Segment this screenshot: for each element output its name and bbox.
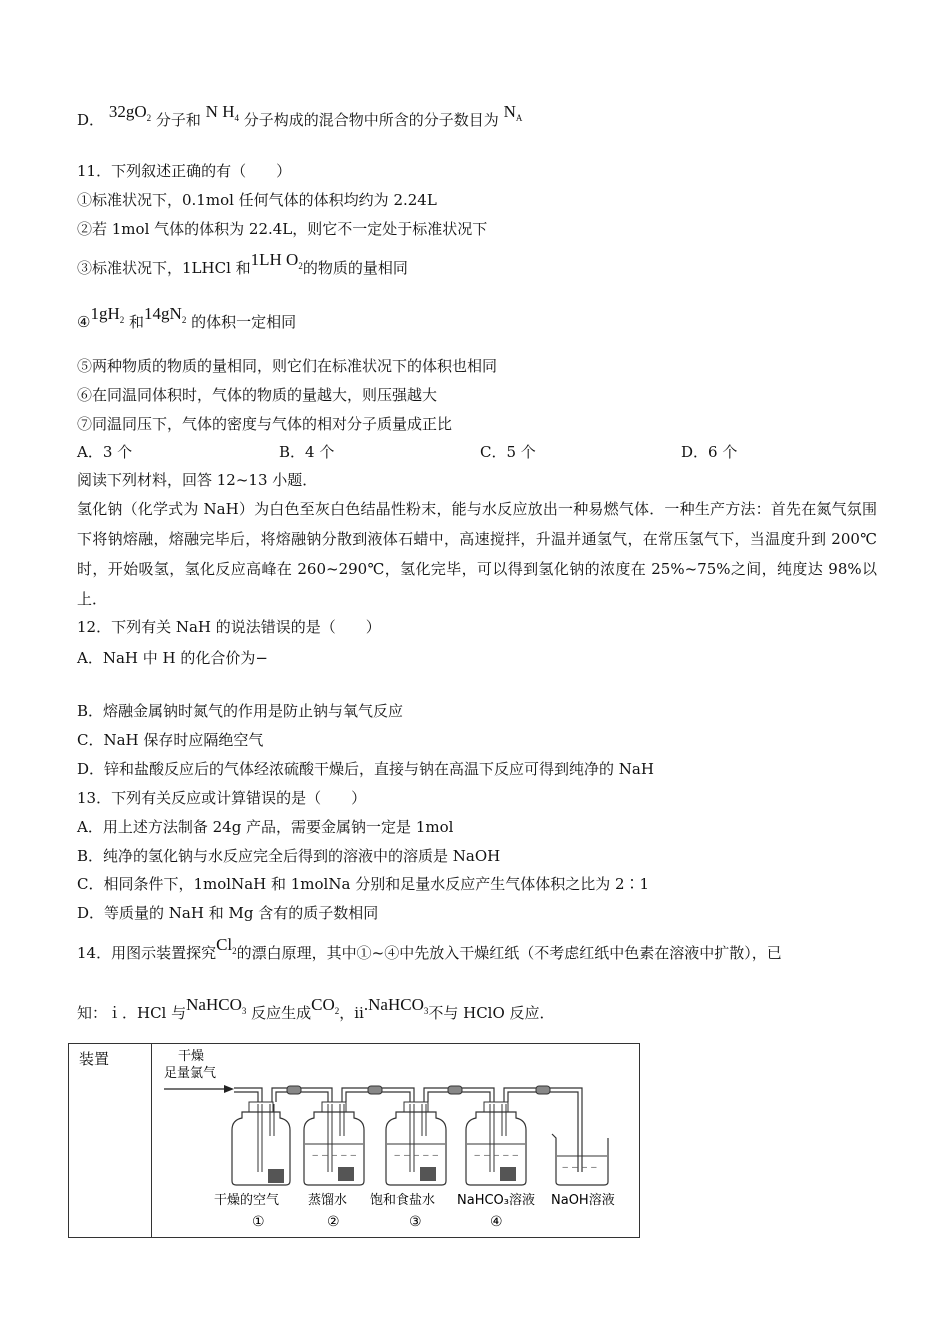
q11-options [77, 442, 877, 462]
q11-option-a: A．3 个 [77, 443, 133, 461]
q11-statement-3 [77, 250, 408, 280]
q14-line-2 [77, 995, 555, 1025]
apparatus-label: 装置 [79, 1050, 110, 1068]
svg-text:‒ ‒ ‒ ‒ ‒: ‒ ‒ ‒ ‒ ‒ [394, 1150, 439, 1161]
reading-intro: 阅读下列材料，回答 12~13 小题． [77, 471, 318, 489]
number-1: ① [252, 1214, 265, 1230]
number-4: ④ [490, 1214, 503, 1230]
formula-1g-h2: $1gH_2$ [90, 304, 125, 325]
bottle-2 [304, 1102, 364, 1185]
reading-passage: 氢化钠（化学式为 NaH）为白色至灰白色结晶性粉末，能与水反应放出一种易燃气体．一种生产方法：首先在氮气氛围下将钠熔融，熔融完毕后，将熔融钠分散到液体石蜡中，高速搅拌，升温并通氢气，在常压氢气下，当温度升到 200℃时，开始吸氢，氢化反应高峰在 260~290℃，氢化完毕，可以得到氢化钠的浓度在 25%~75%之间，纯度达 98%以上． [77, 500, 877, 608]
apparatus-diagram-cell [152, 1044, 640, 1238]
tube-joint [536, 1086, 550, 1094]
gas-label-chlorine: 足量氯气 [164, 1066, 217, 1081]
q10-option-d [77, 102, 523, 132]
text: 14．用图示装置探究 [77, 944, 217, 962]
tube-joint [368, 1086, 382, 1094]
option-label: D． [77, 111, 105, 129]
text: ，ⅱ [339, 1004, 364, 1022]
formula-32g-o2: $32gO_2$ [108, 102, 152, 123]
label-nahco3: NaHCO₃溶液 [457, 1193, 535, 1208]
q11-statement-5: ⑤两种物质的物质的量相同，则它们在标准状况下的体积也相同 [77, 357, 498, 375]
formula-14g-n2: $14gN_2$ [144, 304, 187, 325]
svg-text:‒ ‒ ‒ ‒ ‒: ‒ ‒ ‒ ‒ ‒ [474, 1150, 519, 1161]
q11-statement-6: ⑥在同温同体积时，气体的物质的量越大，则压强越大 [77, 386, 438, 404]
bottle-4 [466, 1102, 526, 1185]
text: 的漂白原理，其中①~④中先放入干燥红纸（不考虑红纸中色素在溶液中扩散），已 [236, 944, 782, 962]
text: 知：ｉ．HCl 与 [77, 1004, 187, 1022]
q12-option-b: B．熔融金属钠时氮气的作用是防止钠与氧气反应 [77, 702, 404, 720]
apparatus-table [68, 1043, 640, 1238]
gas-label-dry: 干燥 [178, 1049, 205, 1064]
q13-stem: 13．下列有关反应或计算错误的是（ ） [77, 789, 367, 807]
q11-option-d: D．6 个 [681, 443, 738, 461]
formula-co2: $CO_2$ [311, 995, 340, 1016]
red-paper-3 [420, 1167, 436, 1181]
bottle-3 [386, 1102, 446, 1185]
tube-joint [287, 1086, 301, 1094]
label-distilled-water: 蒸馏水 [308, 1193, 348, 1208]
text: 分子和 [155, 111, 201, 129]
q12-option-a: A．NaH 中 H 的化合价为− [77, 649, 268, 667]
q13-option-b: B．纯净的氢化钠与水反应完全后得到的溶液中的溶质是 NaOH [77, 847, 501, 865]
text: ③标准状况下，1LHCl 和 [77, 259, 251, 277]
bottle-1 [232, 1102, 290, 1185]
apparatus-label-cell [69, 1044, 152, 1238]
label-naoh: NaOH溶液 [551, 1193, 615, 1208]
text: 的体积一定相同 [191, 313, 297, 331]
q11-option-b: B．4 个 [279, 443, 335, 461]
q13-option-d: D．等质量的 NaH 和 Mg 含有的质子数相同 [77, 904, 379, 922]
formula-cl2: $Cl_2$ [216, 935, 237, 956]
q11-statement-4 [77, 304, 297, 334]
q11-statement-1: ①标准状况下，0.1mol 任何气体的体积均约为 2.24L [77, 191, 437, 209]
formula-n2h4: N $H_4$ [205, 102, 239, 123]
number-2: ② [327, 1214, 340, 1230]
formula-1l-h2o: 1LH $O_2$ [250, 250, 303, 271]
label-brine: 饱和食盐水 [370, 1193, 436, 1208]
red-paper-1 [268, 1169, 284, 1183]
formula-na: $N_A$ [503, 102, 523, 123]
q13-option-c: C．相同条件下，1molNaH 和 1molNa 分别和足量水反应产生气体体积之比为 2∶1 [77, 875, 650, 893]
text: 分子构成的混合物中所含的分子数目为 [243, 111, 499, 129]
q11-stem: 11．下列叙述正确的有（ ） [77, 162, 292, 180]
text: 不与 HClO 反应． [428, 1004, 555, 1022]
formula-nahco3-2: .NaHCO$_3$ [363, 995, 429, 1016]
beaker-naoh [552, 1134, 608, 1185]
text: 反应生成 [251, 1004, 312, 1022]
text: 的物质的量相同 [302, 259, 408, 277]
red-paper-4 [500, 1167, 516, 1181]
formula-nahco3: NaHCO$_3$ [186, 995, 247, 1016]
tube-joint [448, 1086, 462, 1094]
q11-statement-2: ②若 1mol 气体的体积为 22.4L，则它不一定处于标准状况下 [77, 220, 488, 238]
red-paper-2 [338, 1167, 354, 1181]
gas-flow-arrow [164, 1085, 234, 1093]
q12-option-c: C．NaH 保存时应隔绝空气 [77, 731, 264, 749]
q13-option-a: A．用上述方法制备 24g 产品，需要金属钠一定是 1mol [77, 818, 454, 836]
q12-stem: 12．下列有关 NaH 的说法错误的是（ ） [77, 618, 381, 636]
svg-text:‒ ‒ ‒ ‒ ‒: ‒ ‒ ‒ ‒ ‒ [312, 1150, 357, 1161]
apparatus-diagram [152, 1044, 639, 1233]
q14-line-1 [77, 935, 782, 965]
text: ④ [77, 313, 91, 331]
svg-text:‒ ‒ ‒ ‒: ‒ ‒ ‒ ‒ [562, 1162, 597, 1173]
q11-option-c: C．5 个 [480, 443, 536, 461]
text: 和 [129, 313, 145, 331]
label-dry-air: 干燥的空气 [214, 1193, 280, 1208]
number-3: ③ [409, 1214, 422, 1230]
q12-option-d: D．锌和盐酸反应后的气体经浓硫酸干燥后，直接与钠在高温下反应可得到纯净的 NaH [77, 760, 654, 778]
q11-statement-7: ⑦同温同压下，气体的密度与气体的相对分子质量成正比 [77, 415, 453, 433]
